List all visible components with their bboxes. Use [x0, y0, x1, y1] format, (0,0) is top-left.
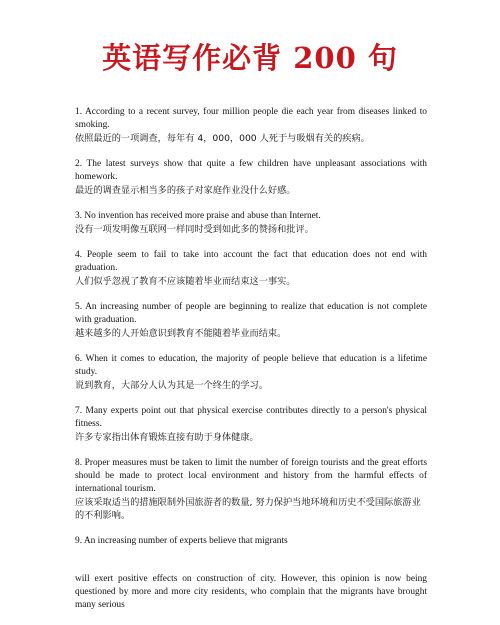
english-sentence: will exert positive effects on construction of city. However, this opinion is now being questioned by more and more city residents, who complain that the migrants have brought many serious — [75, 574, 427, 610]
sentence-item-8 — [75, 457, 427, 522]
chinese-translation: 应该采取适当的措施限制外国旅游者的数量, 努力保护当地环境和历史不受国际旅游业的不利影响。 — [75, 497, 421, 521]
sentence-item-5 — [75, 301, 427, 340]
sentence-item-4 — [75, 249, 427, 288]
sentence-item-3 — [75, 210, 427, 236]
english-sentence: 9. An increasing number of experts believe that migrants — [75, 536, 288, 546]
english-sentence: 5. An increasing number of people are beginning to realize that education is not complete with graduation. — [75, 302, 427, 325]
sentence-item-7 — [75, 405, 427, 444]
chinese-translation: 许多专家指出体育锻炼直接有助于身体健康。 — [75, 432, 259, 443]
english-sentence: 3. No invention has received more praise and abuse than Internet. — [75, 211, 321, 221]
sentence-item-2 — [75, 158, 427, 197]
sentence-item-1 — [75, 106, 427, 145]
chinese-translation: 越来越多的人开始意识到教育不能随着毕业而结束。 — [75, 328, 287, 339]
chinese-translation: 没有一项发明像互联网一样同时受到如此多的赞扬和批评。 — [75, 224, 314, 235]
chinese-translation: 依照最近的一项调查，每年有 4，000，000 人死于与吸烟有关的疾病。 — [75, 133, 370, 144]
english-sentence: 4. People seem to fail to take into account the fact that education does not end with graduation. — [75, 250, 427, 273]
english-sentence: 6. When it comes to education, the majority of people believe that education is a lifetime study. — [75, 354, 427, 377]
sentence-item-9-continued — [75, 573, 427, 612]
english-sentence: 7. Many experts point out that physical exercise contributes directly to a person's physical fitness. — [75, 406, 427, 429]
chinese-translation: 最近的调查显示相当多的孩子对家庭作业没什么好感。 — [75, 185, 296, 196]
english-sentence: 8. Proper measures must be taken to limit the number of foreign tourists and the great efforts should be made to protect local environment and history from the harmful effects of international tourism. — [75, 458, 427, 494]
document-title: 英语写作必背 200 句 — [102, 41, 398, 75]
sentence-item-6 — [75, 353, 427, 392]
chinese-translation: 说到教育，大部分人认为其是一个终生的学习。 — [75, 380, 268, 391]
paragraph-gap — [75, 561, 427, 573]
english-sentence: 1. According to a recent survey, four million people die each year from diseases linked to smoking. — [75, 107, 427, 130]
sentence-item-9 — [75, 535, 427, 548]
english-sentence: 2. The latest surveys show that quite a few children have unpleasant associations with homework. — [75, 159, 427, 182]
document-body — [75, 106, 427, 625]
chinese-translation: 人们似乎忽视了教育不应该随着毕业而结束这一事实。 — [75, 276, 296, 287]
